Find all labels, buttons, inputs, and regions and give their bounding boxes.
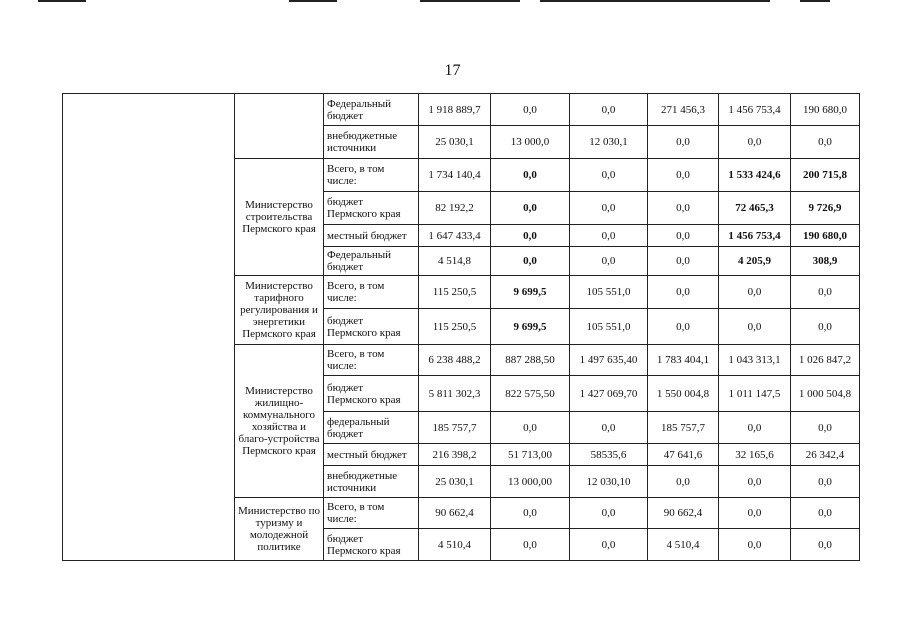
- funding-source-cell: бюджет Пермского края: [324, 376, 419, 412]
- amount-cell: 9 699,5: [491, 309, 570, 345]
- amount-cell: 0,0: [719, 309, 791, 345]
- amount-cell: 9 726,9: [791, 192, 860, 225]
- amount-cell: 1 456 753,4: [719, 225, 791, 247]
- amount-cell: 0,0: [570, 192, 648, 225]
- amount-cell: 1 000 504,8: [791, 376, 860, 412]
- amount-cell: 4 510,4: [648, 529, 719, 561]
- amount-cell: 0,0: [719, 126, 791, 159]
- amount-cell: 4 514,8: [419, 247, 491, 276]
- amount-cell: 0,0: [648, 192, 719, 225]
- amount-cell: 72 465,3: [719, 192, 791, 225]
- funding-source-cell: Всего, в том числе:: [324, 498, 419, 529]
- amount-cell: 26 342,4: [791, 444, 860, 466]
- ministry-cell: [235, 94, 324, 159]
- funding-source-cell: внебюджетные источники: [324, 466, 419, 498]
- amount-cell: 32 165,6: [719, 444, 791, 466]
- amount-cell: 1 533 424,6: [719, 159, 791, 192]
- amount-cell: 1 011 147,5: [719, 376, 791, 412]
- amount-cell: 58535,6: [570, 444, 648, 466]
- amount-cell: 1 734 140,4: [419, 159, 491, 192]
- amount-cell: 82 192,2: [419, 192, 491, 225]
- amount-cell: 0,0: [791, 126, 860, 159]
- funding-source-cell: бюджет Пермского края: [324, 309, 419, 345]
- amount-cell: 0,0: [491, 192, 570, 225]
- amount-cell: 0,0: [491, 529, 570, 561]
- amount-cell: 4 205,9: [719, 247, 791, 276]
- scan-edge-mark: [289, 0, 337, 2]
- amount-cell: 0,0: [791, 309, 860, 345]
- amount-cell: 51 713,00: [491, 444, 570, 466]
- amount-cell: 5 811 302,3: [419, 376, 491, 412]
- amount-cell: 13 000,00: [491, 466, 570, 498]
- amount-cell: 1 647 433,4: [419, 225, 491, 247]
- amount-cell: 0,0: [791, 276, 860, 309]
- amount-cell: 0,0: [719, 529, 791, 561]
- ministry-cell: Министерство по туризму и молодежной политике: [235, 498, 324, 561]
- amount-cell: 6 238 488,2: [419, 345, 491, 376]
- amount-cell: 190 680,0: [791, 225, 860, 247]
- funding-source-cell: федеральный бюджет: [324, 412, 419, 444]
- amount-cell: 0,0: [570, 159, 648, 192]
- amount-cell: 0,0: [719, 276, 791, 309]
- amount-cell: 0,0: [570, 225, 648, 247]
- amount-cell: 216 398,2: [419, 444, 491, 466]
- amount-cell: 25 030,1: [419, 466, 491, 498]
- amount-cell: 0,0: [791, 529, 860, 561]
- amount-cell: 887 288,50: [491, 345, 570, 376]
- amount-cell: 0,0: [648, 159, 719, 192]
- amount-cell: 1 550 004,8: [648, 376, 719, 412]
- ministry-cell: Министерство жилищно-коммунального хозяйства и благо-устройства Пермского края: [235, 345, 324, 498]
- amount-cell: 0,0: [491, 247, 570, 276]
- funding-source-cell: Всего, в том числе:: [324, 276, 419, 309]
- amount-cell: 1 456 753,4: [719, 94, 791, 126]
- amount-cell: 1 918 889,7: [419, 94, 491, 126]
- funding-source-cell: Всего, в том числе:: [324, 159, 419, 192]
- amount-cell: 0,0: [648, 309, 719, 345]
- amount-cell: 190 680,0: [791, 94, 860, 126]
- amount-cell: 271 456,3: [648, 94, 719, 126]
- ministry-cell: Министерство тарифного регулирования и энергетики Пермского края: [235, 276, 324, 345]
- amount-cell: 0,0: [491, 225, 570, 247]
- amount-cell: 4 510,4: [419, 529, 491, 561]
- funding-source-cell: Федеральный бюджет: [324, 247, 419, 276]
- amount-cell: 0,0: [570, 529, 648, 561]
- page-number: 17: [444, 62, 461, 79]
- amount-cell: 90 662,4: [648, 498, 719, 529]
- amount-cell: 9 699,5: [491, 276, 570, 309]
- amount-cell: 0,0: [491, 159, 570, 192]
- amount-cell: 0,0: [719, 498, 791, 529]
- amount-cell: 0,0: [491, 94, 570, 126]
- amount-cell: 1 026 847,2: [791, 345, 860, 376]
- amount-cell: 0,0: [648, 276, 719, 309]
- funding-source-cell: внебюджетные источники: [324, 126, 419, 159]
- amount-cell: 0,0: [570, 412, 648, 444]
- amount-cell: 12 030,1: [570, 126, 648, 159]
- funding-source-cell: местный бюджет: [324, 444, 419, 466]
- scan-edge-mark: [38, 0, 86, 2]
- amount-cell: 0,0: [648, 466, 719, 498]
- amount-cell: 0,0: [791, 498, 860, 529]
- amount-cell: 13 000,0: [491, 126, 570, 159]
- scan-edge-mark: [420, 0, 520, 2]
- scan-edge-mark: [800, 0, 830, 2]
- amount-cell: 90 662,4: [419, 498, 491, 529]
- amount-cell: 1 497 635,40: [570, 345, 648, 376]
- amount-cell: 0,0: [491, 412, 570, 444]
- amount-cell: 185 757,7: [648, 412, 719, 444]
- funding-source-cell: Всего, в том числе:: [324, 345, 419, 376]
- budget-table: [62, 93, 860, 561]
- amount-cell: 0,0: [791, 466, 860, 498]
- funding-source-cell: бюджет Пермского края: [324, 529, 419, 561]
- amount-cell: 0,0: [719, 466, 791, 498]
- amount-cell: 0,0: [570, 498, 648, 529]
- program-column-cell: [63, 94, 235, 561]
- amount-cell: 0,0: [791, 412, 860, 444]
- amount-cell: 47 641,6: [648, 444, 719, 466]
- amount-cell: 0,0: [570, 94, 648, 126]
- amount-cell: 0,0: [648, 225, 719, 247]
- ministry-cell: Министерство строительства Пермского края: [235, 159, 324, 276]
- amount-cell: 308,9: [791, 247, 860, 276]
- amount-cell: 0,0: [570, 247, 648, 276]
- amount-cell: 822 575,50: [491, 376, 570, 412]
- scan-edge-mark: [540, 0, 770, 2]
- amount-cell: 0,0: [648, 126, 719, 159]
- funding-source-cell: бюджет Пермского края: [324, 192, 419, 225]
- funding-source-cell: местный бюджет: [324, 225, 419, 247]
- amount-cell: 1 043 313,1: [719, 345, 791, 376]
- amount-cell: 1 427 069,70: [570, 376, 648, 412]
- table-row: [63, 94, 860, 126]
- amount-cell: 105 551,0: [570, 309, 648, 345]
- amount-cell: 1 783 404,1: [648, 345, 719, 376]
- amount-cell: 115 250,5: [419, 309, 491, 345]
- funding-source-cell: Федеральный бюджет: [324, 94, 419, 126]
- amount-cell: 0,0: [648, 247, 719, 276]
- amount-cell: 200 715,8: [791, 159, 860, 192]
- amount-cell: 12 030,10: [570, 466, 648, 498]
- amount-cell: 0,0: [719, 412, 791, 444]
- amount-cell: 105 551,0: [570, 276, 648, 309]
- amount-cell: 25 030,1: [419, 126, 491, 159]
- amount-cell: 185 757,7: [419, 412, 491, 444]
- amount-cell: 115 250,5: [419, 276, 491, 309]
- amount-cell: 0,0: [491, 498, 570, 529]
